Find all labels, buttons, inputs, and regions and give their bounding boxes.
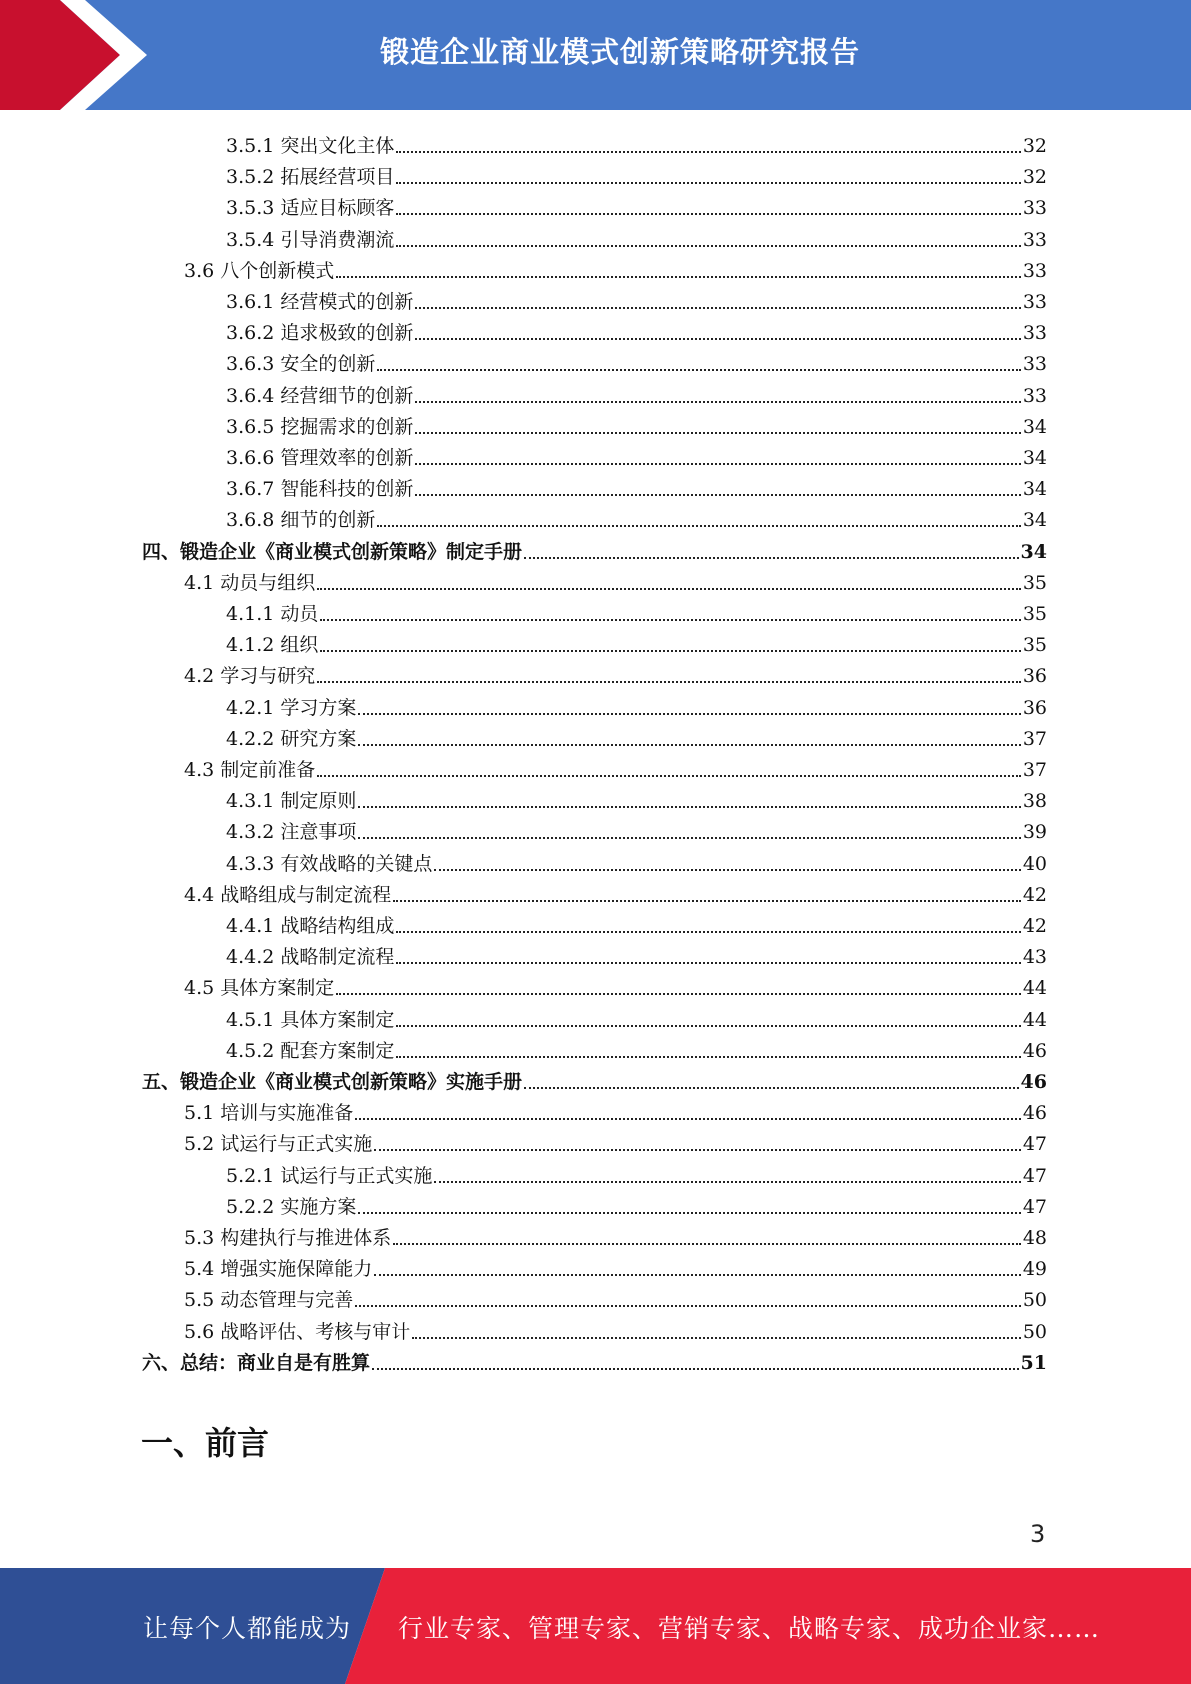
toc-entry-label: 3.6.5 挖掘需求的创新 bbox=[226, 415, 414, 438]
toc-entry-label: 5.5 动态管理与完善 bbox=[184, 1289, 354, 1312]
toc-dot-leader bbox=[396, 1025, 1020, 1027]
toc-entry[interactable] bbox=[226, 720, 1047, 751]
toc-entry[interactable] bbox=[184, 969, 1047, 1000]
toc-entry-page: 33 bbox=[1022, 384, 1047, 407]
toc-entry-page: 40 bbox=[1022, 852, 1047, 875]
toc-entry-label: 4.1.1 动员 bbox=[226, 603, 319, 625]
page-footer bbox=[0, 1568, 1191, 1684]
toc-dot-leader bbox=[358, 713, 1020, 715]
toc-dot-leader bbox=[415, 307, 1020, 309]
toc-entry-page: 50 bbox=[1022, 1320, 1047, 1343]
toc-entry[interactable] bbox=[142, 533, 1047, 564]
toc-entry-label: 4.4.1 战略结构组成 bbox=[226, 915, 395, 937]
toc-entry[interactable] bbox=[142, 1063, 1047, 1094]
toc-entry-page: 47 bbox=[1022, 1164, 1047, 1187]
toc-entry[interactable] bbox=[226, 845, 1047, 876]
toc-entry-page: 35 bbox=[1022, 571, 1047, 594]
toc-entry-label: 3.6.4 经营细节的创新 bbox=[226, 384, 414, 407]
toc-entry-label: 5.1 培训与实施准备 bbox=[184, 1102, 354, 1125]
toc-entry-page: 46 bbox=[1022, 1102, 1047, 1125]
toc-entry-label: 3.6.6 管理效率的创新 bbox=[226, 447, 414, 469]
toc-dot-leader bbox=[434, 1181, 1020, 1183]
toc-entry[interactable] bbox=[226, 158, 1047, 189]
toc-entry-page: 34 bbox=[1022, 478, 1047, 501]
toc-entry-page: 34 bbox=[1022, 415, 1047, 438]
toc-entry[interactable] bbox=[226, 345, 1047, 376]
toc-dot-leader bbox=[336, 276, 1021, 278]
toc-entry-page: 49 bbox=[1022, 1258, 1047, 1281]
toc-entry-label: 3.6.1 经营模式的创新 bbox=[226, 291, 414, 313]
page-number: 3 bbox=[1030, 1520, 1046, 1548]
toc-entry[interactable] bbox=[226, 377, 1047, 408]
toc-entry-page: 48 bbox=[1022, 1227, 1047, 1249]
toc-entry[interactable] bbox=[184, 1250, 1047, 1281]
toc-entry-page: 33 bbox=[1022, 353, 1047, 376]
toc-entry-label: 5.4 增强实施保障能力 bbox=[184, 1258, 373, 1281]
footer-slogan-left: 让每个人都能成为 bbox=[143, 1614, 352, 1643]
toc-dot-leader bbox=[415, 432, 1020, 434]
toc-dot-leader bbox=[412, 1337, 1021, 1339]
toc-entry[interactable] bbox=[226, 314, 1047, 345]
toc-entry-label: 3.5.4 引导消费潮流 bbox=[226, 228, 395, 251]
toc-dot-leader bbox=[393, 1243, 1021, 1245]
toc-dot-leader bbox=[396, 151, 1020, 153]
toc-entry[interactable] bbox=[184, 751, 1047, 782]
toc-entry-label: 3.5.2 拓展经营项目 bbox=[226, 166, 395, 189]
toc-dot-leader bbox=[358, 806, 1020, 808]
toc-entry-page: 36 bbox=[1022, 696, 1047, 719]
toc-entry[interactable] bbox=[226, 689, 1047, 720]
toc-entry[interactable] bbox=[142, 1344, 1047, 1375]
toc-entry-label: 4.2.2 研究方案 bbox=[226, 727, 357, 750]
toc-entry[interactable] bbox=[184, 1094, 1047, 1125]
toc-entry-label: 4.5 具体方案制定 bbox=[184, 977, 335, 1000]
toc-entry-label: 3.6.2 追求极致的创新 bbox=[226, 322, 414, 345]
toc-entry[interactable] bbox=[184, 252, 1047, 283]
toc-dot-leader bbox=[377, 369, 1020, 371]
toc-entry-page: 34 bbox=[1022, 509, 1047, 532]
page-header bbox=[0, 0, 1191, 110]
toc-dot-leader bbox=[336, 993, 1021, 995]
toc-entry[interactable] bbox=[226, 408, 1047, 439]
header-chevron-decoration bbox=[0, 0, 160, 110]
toc-dot-leader bbox=[415, 338, 1020, 340]
toc-dot-leader bbox=[415, 463, 1020, 465]
toc-entry-page: 44 bbox=[1022, 977, 1047, 1000]
toc-entry-page: 46 bbox=[1022, 1039, 1047, 1062]
toc-entry[interactable] bbox=[226, 1157, 1047, 1188]
toc-entry-page: 37 bbox=[1022, 727, 1047, 750]
toc-dot-leader bbox=[317, 775, 1021, 777]
toc-entry-label: 4.3.2 注意事项 bbox=[226, 821, 357, 844]
toc-entry[interactable] bbox=[226, 1032, 1047, 1063]
toc-entry-page: 35 bbox=[1022, 634, 1047, 657]
toc-entry-page: 43 bbox=[1022, 946, 1047, 969]
toc-entry-page: 35 bbox=[1022, 603, 1047, 625]
toc-dot-leader bbox=[396, 213, 1020, 215]
toc-entry[interactable] bbox=[226, 938, 1047, 969]
toc-dot-leader bbox=[524, 1087, 1019, 1089]
toc-entry[interactable] bbox=[184, 1219, 1047, 1250]
toc-entry-page: 51 bbox=[1020, 1351, 1047, 1374]
section-heading: 一、前言 bbox=[141, 1424, 270, 1462]
toc-entry-page: 34 bbox=[1020, 540, 1047, 563]
toc-entry-page: 44 bbox=[1022, 1008, 1047, 1031]
toc-dot-leader bbox=[434, 869, 1020, 871]
toc-entry-label: 4.4 战略组成与制定流程 bbox=[184, 883, 392, 906]
toc-dot-leader bbox=[393, 900, 1021, 902]
toc-entry-page: 33 bbox=[1022, 228, 1047, 251]
toc-entry-page: 33 bbox=[1022, 259, 1047, 282]
toc-entry-label: 五、锻造企业《商业模式创新策略》实施手册 bbox=[142, 1071, 523, 1093]
toc-entry-page: 50 bbox=[1022, 1289, 1047, 1312]
toc-entry[interactable] bbox=[226, 283, 1047, 314]
toc-entry-label: 3.6.7 智能科技的创新 bbox=[226, 478, 414, 501]
toc-entry-label: 5.2 试运行与正式实施 bbox=[184, 1133, 373, 1156]
footer-slogan-right: 行业专家、管理专家、营销专家、战略专家、成功企业家…… bbox=[398, 1614, 1101, 1643]
toc-entry-label: 六、总结：商业自是有胜算 bbox=[142, 1351, 371, 1374]
toc-entry-page: 46 bbox=[1020, 1071, 1047, 1093]
toc-entry[interactable] bbox=[226, 813, 1047, 844]
toc-entry-label: 4.1.2 组织 bbox=[226, 634, 319, 657]
toc-entry-page: 39 bbox=[1022, 821, 1047, 844]
toc-entry[interactable] bbox=[226, 189, 1047, 220]
toc-dot-leader bbox=[358, 837, 1020, 839]
toc-entry-label: 3.6 八个创新模式 bbox=[184, 259, 335, 282]
toc-dot-leader bbox=[355, 1118, 1021, 1120]
toc-dot-leader bbox=[372, 1368, 1019, 1370]
toc-dot-leader bbox=[524, 557, 1019, 559]
toc-dot-leader bbox=[415, 494, 1020, 496]
toc-entry-page: 42 bbox=[1022, 883, 1047, 906]
report-title: 锻造企业商业模式创新策略研究报告 bbox=[379, 35, 860, 69]
toc-entry[interactable] bbox=[226, 501, 1047, 532]
toc-dot-leader bbox=[358, 744, 1020, 746]
toc-entry-label: 3.5.3 适应目标顾客 bbox=[226, 197, 395, 220]
toc-dot-leader bbox=[374, 1149, 1021, 1151]
toc-dot-leader bbox=[355, 1305, 1021, 1307]
toc-entry[interactable] bbox=[226, 470, 1047, 501]
toc-entry-page: 33 bbox=[1022, 291, 1047, 313]
toc-entry-page: 42 bbox=[1022, 915, 1047, 937]
toc-entry-label: 5.3 构建执行与推进体系 bbox=[184, 1227, 392, 1249]
toc-dot-leader bbox=[415, 401, 1020, 403]
toc-entry[interactable] bbox=[184, 1281, 1047, 1312]
toc-dot-leader bbox=[317, 681, 1021, 683]
toc-entry[interactable] bbox=[226, 221, 1047, 252]
toc-entry-page: 33 bbox=[1022, 197, 1047, 220]
toc-entry-label: 3.6.3 安全的创新 bbox=[226, 353, 376, 376]
toc-entry[interactable] bbox=[226, 1001, 1047, 1032]
toc-entry-label: 5.2.1 试运行与正式实施 bbox=[226, 1164, 433, 1187]
toc-entry-label: 3.6.8 细节的创新 bbox=[226, 509, 376, 532]
toc-entry-label: 4.1 动员与组织 bbox=[184, 571, 316, 594]
toc-entry-label: 4.5.2 配套方案制定 bbox=[226, 1039, 395, 1062]
toc-dot-leader bbox=[374, 1274, 1021, 1276]
toc-dot-leader bbox=[396, 1056, 1020, 1058]
toc-entry[interactable] bbox=[184, 1125, 1047, 1156]
toc-dot-leader bbox=[396, 182, 1020, 184]
toc-dot-leader bbox=[320, 650, 1020, 652]
toc-dot-leader bbox=[317, 588, 1021, 590]
toc-entry-page: 37 bbox=[1022, 759, 1047, 781]
toc-dot-leader bbox=[396, 245, 1020, 247]
toc-entry-page: 36 bbox=[1022, 665, 1047, 688]
toc-entry-label: 4.3 制定前准备 bbox=[184, 759, 316, 781]
toc-entry[interactable] bbox=[226, 907, 1047, 938]
toc-entry-label: 4.2.1 学习方案 bbox=[226, 696, 357, 719]
toc-entry[interactable] bbox=[184, 876, 1047, 907]
toc-entry-label: 4.3.3 有效战略的关键点 bbox=[226, 852, 433, 875]
toc-dot-leader bbox=[396, 931, 1020, 933]
toc-entry-page: 38 bbox=[1022, 790, 1047, 813]
toc-dot-leader bbox=[396, 962, 1020, 964]
toc-entry-label: 4.4.2 战略制定流程 bbox=[226, 946, 395, 969]
toc-dot-leader bbox=[358, 1212, 1020, 1214]
toc-dot-leader bbox=[377, 525, 1020, 527]
toc-entry-label: 4.5.1 具体方案制定 bbox=[226, 1008, 395, 1031]
toc-entry[interactable] bbox=[226, 595, 1047, 626]
toc-entry-page: 47 bbox=[1022, 1195, 1047, 1218]
toc-entry[interactable] bbox=[226, 782, 1047, 813]
toc-dot-leader bbox=[320, 619, 1020, 621]
toc-entry[interactable] bbox=[184, 564, 1047, 595]
toc-entry-page: 32 bbox=[1022, 166, 1047, 189]
toc-entry-page: 47 bbox=[1022, 1133, 1047, 1156]
toc-entry[interactable] bbox=[184, 657, 1047, 688]
toc-entry-page: 32 bbox=[1022, 135, 1047, 157]
toc-entry-label: 四、锻造企业《商业模式创新策略》制定手册 bbox=[142, 540, 523, 563]
toc-entry-label: 5.2.2 实施方案 bbox=[226, 1195, 357, 1218]
toc-entry[interactable] bbox=[184, 1313, 1047, 1344]
toc-entry-page: 33 bbox=[1022, 322, 1047, 345]
toc-entry[interactable] bbox=[226, 439, 1047, 470]
toc-entry[interactable] bbox=[226, 626, 1047, 657]
toc-entry-page: 34 bbox=[1022, 447, 1047, 469]
toc-entry-label: 4.3.1 制定原则 bbox=[226, 790, 357, 813]
toc-entry[interactable] bbox=[226, 127, 1047, 158]
toc-entry-label: 4.2 学习与研究 bbox=[184, 665, 316, 688]
toc-entry-label: 5.6 战略评估、考核与审计 bbox=[184, 1320, 411, 1343]
toc-entry-label: 3.5.1 突出文化主体 bbox=[226, 135, 395, 157]
toc-entry[interactable] bbox=[226, 1188, 1047, 1219]
